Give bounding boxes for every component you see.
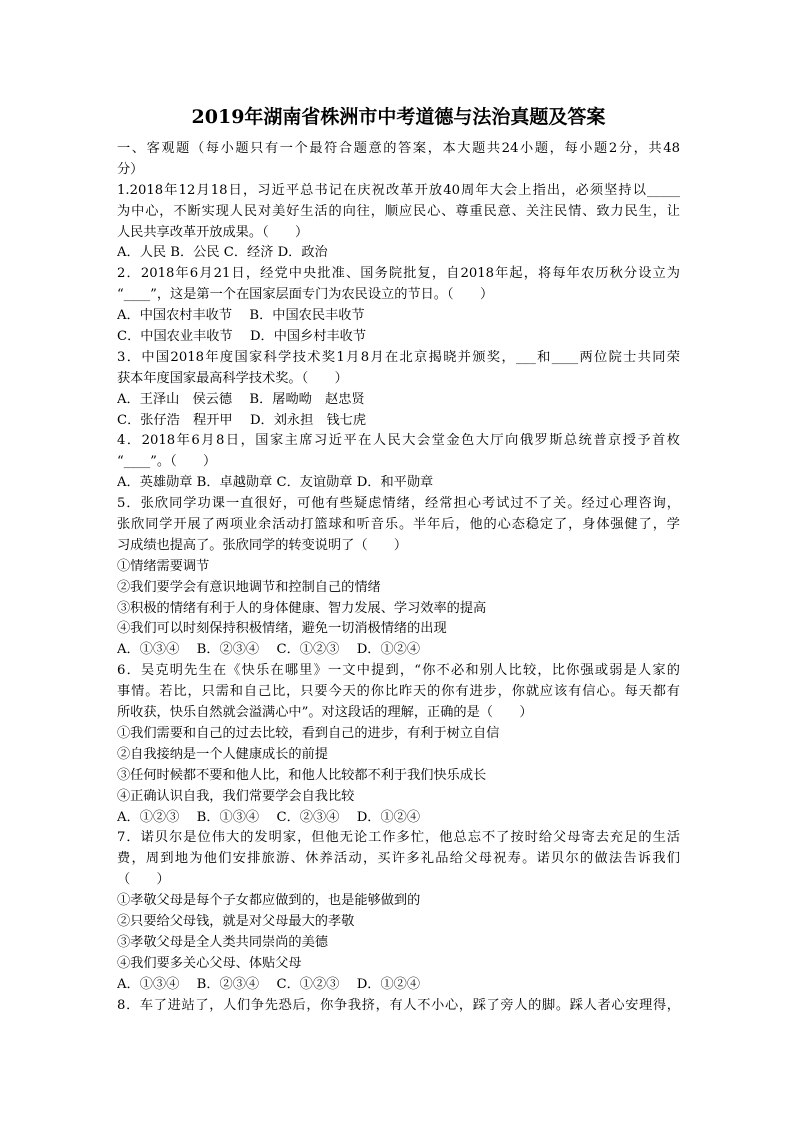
text-line: 6．吴克明先生在《快乐在哪里》一文中提到，“你不必和别人比较，比你强或弱是人家的	[117, 663, 680, 679]
text-line: ①我们需要和自己的过去比较，看到自己的进步，有利于树立自信	[117, 725, 500, 741]
text-line: 张欣同学开展了两项业余活动打篮球和听音乐。半年后，他的心态稳定了，身体强健了，学	[117, 517, 680, 533]
text-line: A．①③④ B．②③④ C．①②③ D．①②④	[117, 642, 421, 658]
text-line: “____”。（ ）	[117, 454, 217, 470]
document-body	[117, 139, 680, 1016]
text-line: 4．2018年6月8日，国家主席习近平在人民大会堂金色大厅向俄罗斯总统普京授予首枚	[117, 433, 680, 449]
text-line: ④我们要多关心父母、体贴父母	[117, 955, 302, 971]
text-line: ②我们要学会有意识地调节和控制自己的情绪	[117, 579, 381, 595]
text-line: 1.2018年12月18日，习近平总书记在庆祝改革开放40周年大会上指出，必须坚持以_____	[117, 182, 680, 198]
text-line: ②自我接纳是一个人健康成长的前提	[117, 746, 328, 762]
text-line: 7．诺贝尔是位伟大的发明家，但他无论工作多忙，他总忘不了按时给父母寄去充足的生活	[117, 830, 680, 846]
text-line: “____”，这是第一个在国家层面专门为农民设立的节日。（ ）	[117, 287, 494, 303]
text-line: 习成绩也提高了。张欣同学的转变说明了（ ）	[117, 537, 408, 553]
text-line: 3．中国2018年度国家科学技术奖1月8月在北京揭晓并颁奖，___和____两位院士共同荣	[117, 349, 680, 365]
text-line: 8．车了进站了，人们争先恐后，你争我挤，有人不小心，踩了旁人的脚。踩人者心安理得，	[117, 997, 680, 1013]
text-line: C．张仔浩 程开甲 D．刘永担 钱七虎	[117, 412, 367, 428]
page-title: 2019年湖南省株洲市中考道德与法治真题及答案	[191, 106, 606, 128]
text-line: A．王泽山 侯云德 B．屠呦呦 赵忠贤	[117, 391, 365, 407]
text-line: ④正确认识自我，我们常要学会自我比较	[117, 788, 355, 804]
text-line: （ ）	[117, 872, 170, 888]
text-line: A．①②③ B．①③④ C．②③④ D．①②④	[117, 809, 421, 825]
text-line: A．中国农村丰收节 B．中国农民丰收节	[117, 308, 365, 324]
text-line: ①孝敬父母是每个子女都应做到的，也是能够做到的	[117, 893, 421, 909]
text-line: 为中心，不断实现人民对美好生活的向往，顺应民心、尊重民意、关注民情、致力民生，让	[117, 203, 680, 219]
text-line: 分）	[117, 161, 144, 177]
text-line: A．①③④ B．②③④ C．①②③ D．①②④	[117, 976, 421, 992]
text-line: ①情绪需要调节	[117, 558, 210, 574]
text-line: ③孝敬父母是全人类共同崇尚的美德	[117, 934, 328, 950]
text-line: ④我们可以时刻保持积极情绪，避免一切消极情绪的出现	[117, 621, 447, 637]
text-line: 获本年度国家最高科学技术奖。（ ）	[117, 370, 348, 386]
text-line: C．中国农业丰收节 D．中国乡村丰收节	[117, 329, 367, 345]
text-line: A．人民 B．公民 C．经济 D．政治	[117, 245, 328, 261]
text-line: 5．张欣同学功课一直很好，可他有些疑虑情绪，经常担心考试过不了关。经过心理咨询，	[117, 496, 680, 512]
text-line: 人民共享改革开放成果。（ ）	[117, 224, 309, 240]
text-line: 事情。若比，只需和自己比，只要今天的你比昨天的你有进步，你就应该有信心。每天都有	[117, 684, 680, 700]
text-line: 一、客观题（每小题只有一个最符合题意的答案，本大题共24小题，每小题2分，共48	[117, 141, 680, 156]
text-line: ②只要给父母钱，就是对父母最大的孝敬	[117, 913, 355, 929]
text-line: ③任何时候都不要和他人比，和他人比较都不利于我们快乐成长	[117, 767, 487, 783]
text-line: A．英雄勋章 B．卓越勋章 C．友谊勋章 D．和平勋章	[117, 475, 434, 491]
text-line: ③积极的情绪有利于人的身体健康、智力发展、学习效率的提高	[117, 600, 487, 616]
text-line: 费，周到地为他们安排旅游、休养活动，买许多礼品给父母祝寿。诺贝尔的做法告诉我们	[117, 851, 680, 867]
text-line: 所收获，快乐自然就会溢满心中”。对这段话的理解，正确的是（ ）	[117, 705, 533, 721]
text-line: 2．2018年6月21日，经党中央批准、国务院批复，自2018年起，将每年农历秋分设立为	[117, 266, 680, 282]
